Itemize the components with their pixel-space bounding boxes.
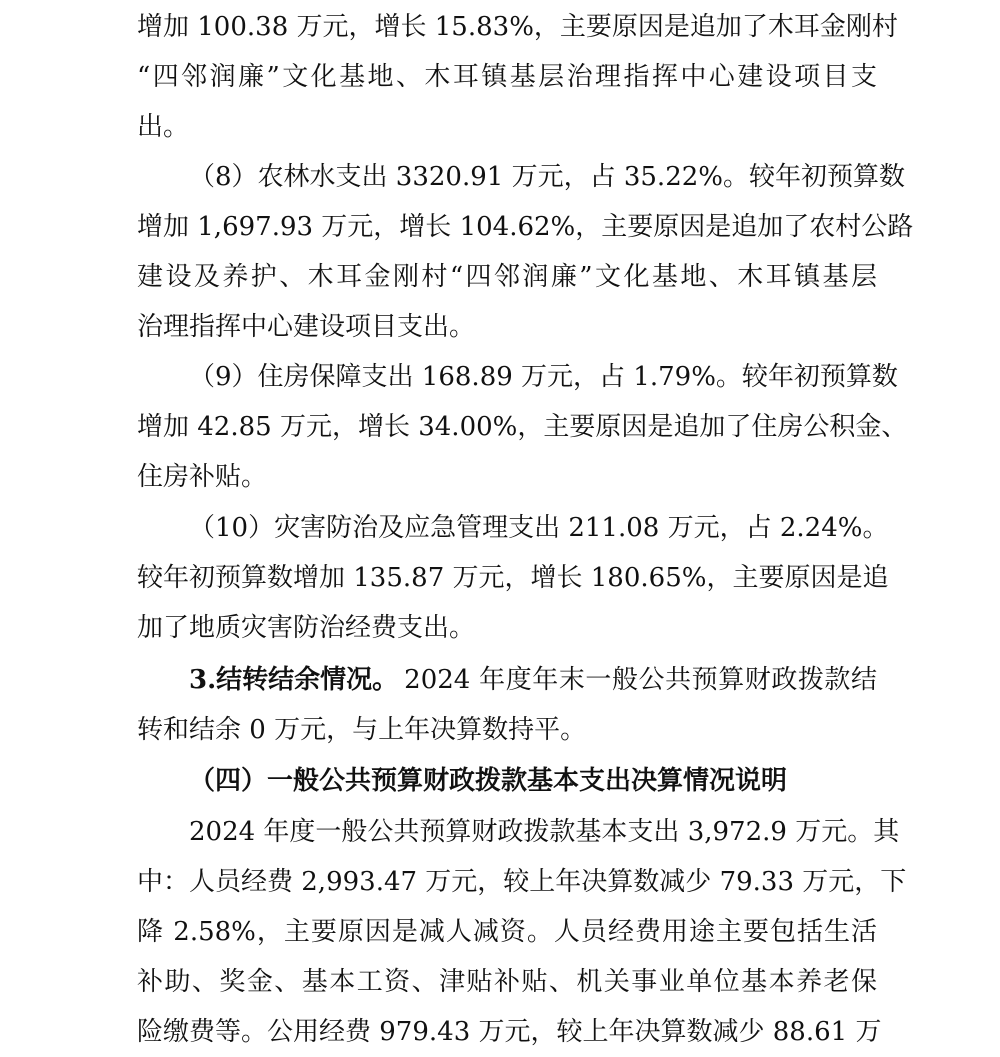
paragraph-line: 中：人员经费 2,993.47 万元，较上年决算数减少 79.33 万元，下 (137, 867, 907, 897)
paragraph-line: 转和结余 0 万元，与上年决算数持平。 (137, 715, 587, 745)
section-heading: （四）一般公共预算财政拨款基本支出决算情况说明 (189, 766, 788, 796)
paragraph-line: 出。 (137, 112, 190, 142)
section-line (189, 655, 877, 705)
paragraph-line: 住房补贴。 (137, 462, 268, 492)
paragraph-line: （9）住房保障支出 168.89 万元，占 1.79%。较年初预算数 (189, 362, 898, 392)
paragraph-line: 险缴费等。公用经费 979.43 万元，较上年决算数减少 88.61 万 (137, 1017, 882, 1047)
paragraph-line: 补助、奖金、基本工资、津贴补贴、机关事业单位基本养老保 (137, 967, 877, 997)
paragraph-line: 治理指挥中心建设项目支出。 (137, 312, 476, 342)
paragraph-line: 较年初预算数增加 135.87 万元，增长 180.65%，主要原因是追 (137, 563, 889, 593)
section-heading: 3.结转结余情况。 (189, 665, 399, 695)
paragraph-text: 2024 年度年末一般公共预算财政拨款结 (404, 665, 877, 695)
paragraph-line: 增加 42.85 万元，增长 34.00%，主要原因是追加了住房公积金、 (137, 412, 908, 442)
paragraph-line: （8）农林水支出 3320.91 万元，占 35.22%。较年初预算数 (189, 162, 905, 192)
paragraph-line: 建设及养护、木耳金刚村“四邻润廉”文化基地、木耳镇基层 (137, 262, 877, 292)
paragraph-line: 2024 年度一般公共预算财政拨款基本支出 3,972.9 万元。其 (189, 817, 900, 847)
paragraph-line: “四邻润廉”文化基地、木耳镇基层治理指挥中心建设项目支 (137, 62, 877, 92)
paragraph-line: 加了地质灾害防治经费支出。 (137, 613, 476, 643)
paragraph-line: （10）灾害防治及应急管理支出 211.08 万元，占 2.24%。 (189, 513, 889, 543)
paragraph-line: 增加 100.38 万元，增长 15.83%，主要原因是追加了木耳金刚村 (137, 12, 898, 42)
paragraph-line: 降 2.58%，主要原因是减人减资。人员经费用途主要包括生活 (137, 917, 877, 947)
paragraph-line: 增加 1,697.93 万元，增长 104.62%，主要原因是追加了农村公路 (137, 212, 914, 242)
